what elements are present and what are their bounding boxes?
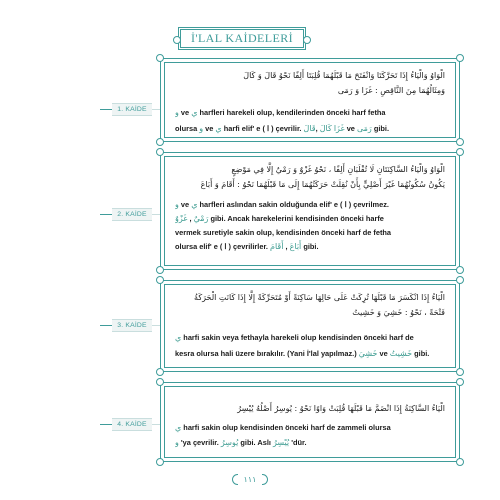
rule-4-arabic [175,401,445,416]
arabic-example: ي [215,124,222,133]
corner-ornament [156,148,164,156]
corner-ornament [456,276,464,284]
turkish-explanation-line [175,198,445,212]
arabic-example: ي [175,333,182,342]
turkish-explanation-line [175,212,445,226]
arabic-example: يُوسِرُ [220,438,239,447]
turkish-text: harfleri harekeli olup, kendilerinden önceki harf fetha [197,108,386,117]
arabic-example: كَالَ [319,124,332,133]
turkish-explanation-line [175,121,445,137]
arabic-example: قَالَ [303,124,316,133]
arabic-rule-line: الْيَاءُ السَّاكِنَةُ إِذَا انْضَمَّ مَا قَبْلَهَا قُلِبَتْ وَاوًا نَحْوُ : يُوسِرُ أَصْلُهُ يُيْسِرُ [237,404,445,413]
turkish-explanation-line [175,330,445,346]
arabic-example: غَزَا [333,124,345,133]
turkish-text: ve [344,124,357,133]
turkish-text: harfleri aslından sakin olduğunda elif' e ( ا ) çevrilmez. [197,200,389,209]
rule-1-arabic [175,68,445,98]
turkish-text: harfi elif' e ( ا ) çevrilir. [221,124,304,133]
rule-box-4 [160,382,460,462]
turkish-text: vermek suretiyle sakin olup, kendisinden önceki harf de fetha [175,228,392,237]
turkish-text: olursa [175,124,200,133]
arabic-example: غَزْوٌ [175,214,188,223]
arabic-example: و [175,200,179,209]
arabic-example: أَقَامَ [270,242,284,251]
turkish-text: gibi. Aslı [238,438,273,447]
page-title: İ'LAL KAİDELERİ [178,27,306,50]
arabic-example: أَبَاعَ [289,242,302,251]
rule-3-turkish [175,330,445,362]
rule-1-turkish [175,105,445,137]
corner-ornament [456,378,464,386]
arabic-example: ي [191,108,198,117]
turkish-explanation-line [175,346,445,362]
rule-box-2 [160,152,460,270]
arabic-example: و [175,438,179,447]
rule-3-arabic [175,290,445,320]
turkish-explanation-line [175,240,445,254]
rule-label-4: 4. KAİDE [112,418,152,431]
corner-ornament [156,378,164,386]
turkish-text: gibi. [412,349,430,358]
turkish-text: gibi. [371,124,390,133]
turkish-explanation-line [175,420,445,435]
arabic-rule-line: الْيَاءُ إِذَا انْكَسَرَ مَا قَبْلَهَا تُرِكَتْ عَلَى حَالِهَا سَاكِنَةً أَوْ مُتَحَرِّكَةً إِلَّا إِذَا كَانَتِ الْحَرَكَةُ [194,293,445,302]
rule-box-3 [160,280,460,372]
arabic-rule-line: فَتْحَةً ، نَحْوُ : خَشِيَ وَ خَشِيتُ [352,308,445,317]
corner-ornament [156,458,164,466]
arabic-example: رَمْيٌ [193,214,209,223]
arabic-example: خَشِيتُ [389,349,413,358]
turkish-text: gibi. [301,242,319,251]
corner-ornament [156,276,164,284]
arabic-example: ي [191,200,198,209]
corner-ornament [456,368,464,376]
corner-ornament [456,458,464,466]
arabic-example: و [175,108,179,117]
arabic-example: خَشِيَ [358,349,378,358]
rule-label-3: 3. KAİDE [112,319,152,332]
rule-2-turkish [175,198,445,254]
arabic-example: و [199,124,204,133]
arabic-rule-line: الْوَاوُ وَالْيَاءُ السَّاكِنَتَانِ لَا تُقْلَبَانِ أَلِفًا ، نَحْوُ غَزْوٌ وَ رَمْيٌ إِلَّا فِي مَوْضِعٍ [231,165,445,174]
corner-ornament [456,148,464,156]
arabic-rule-line: يَكُونُ سُكُونُهُمَا غَيْرَ أَصْلِيٍّ بِأَنْ نُقِلَتْ حَرَكَتُهُمَا إِلَى مَا قَبْلَهُمَا نَحْوُ : أَقَامَ وَ أَبَاعَ [200,180,445,189]
corner-ornament [456,54,464,62]
rule-2-arabic [175,162,445,192]
turkish-explanation-line [175,435,445,450]
page-number: ١١١ [228,472,272,488]
rule-box-1 [160,58,460,142]
corner-ornament [156,266,164,274]
turkish-text: ve [178,108,192,117]
turkish-text: gibi. Ancak harekelerini kendisinden önceki harfe [208,214,384,223]
corner-ornament [156,54,164,62]
rule-label-2: 2. KAİDE [112,208,152,221]
turkish-explanation-line [175,105,445,121]
rule-label-1: 1. KAİDE [112,103,152,116]
corner-ornament [156,138,164,146]
turkish-text: 'dür. [289,438,307,447]
turkish-text: ve [377,349,390,358]
rule-4-turkish [175,420,445,450]
turkish-text: , [283,242,290,251]
turkish-text: kesra olursa hali üzere bırakılır. (Yani İ'lal yapılmaz.) [175,349,359,358]
corner-ornament [456,138,464,146]
arabic-example: ي [175,423,182,432]
corner-ornament [456,266,464,274]
turkish-text: harfi sakin veya fethayla harekeli olup kendisinden önceki harf de [181,333,414,342]
arabic-example: رَمَى [356,124,372,133]
turkish-explanation-line [175,226,445,240]
turkish-text: ve [178,200,192,209]
turkish-text: , [315,124,320,133]
turkish-text: , [187,214,194,223]
turkish-text: olursa elif' e ( ا ) çevrilirler. [175,242,271,251]
turkish-text: ve [203,124,216,133]
arabic-example: يُيْسِرُ [272,438,290,447]
arabic-rule-line: وَمِثَالُهُمَا مِنَ النَّاقِصِ : غَزَا وَ رَمَى [337,86,445,95]
corner-ornament [156,368,164,376]
turkish-text: 'ya çevrilir. [178,438,221,447]
arabic-rule-line: الْوَاوُ وَالْيَاءُ إِذَا تَحَرَّكَتَا وَانْفَتَحَ مَا قَبْلَهُمَا قُلِبَتَا أَلِفًا نَحْوُ قَالَ وَ كَالَ [243,71,445,80]
turkish-text: harfi sakin olup kendisinden önceki harf de zammeli olursa [181,423,391,432]
